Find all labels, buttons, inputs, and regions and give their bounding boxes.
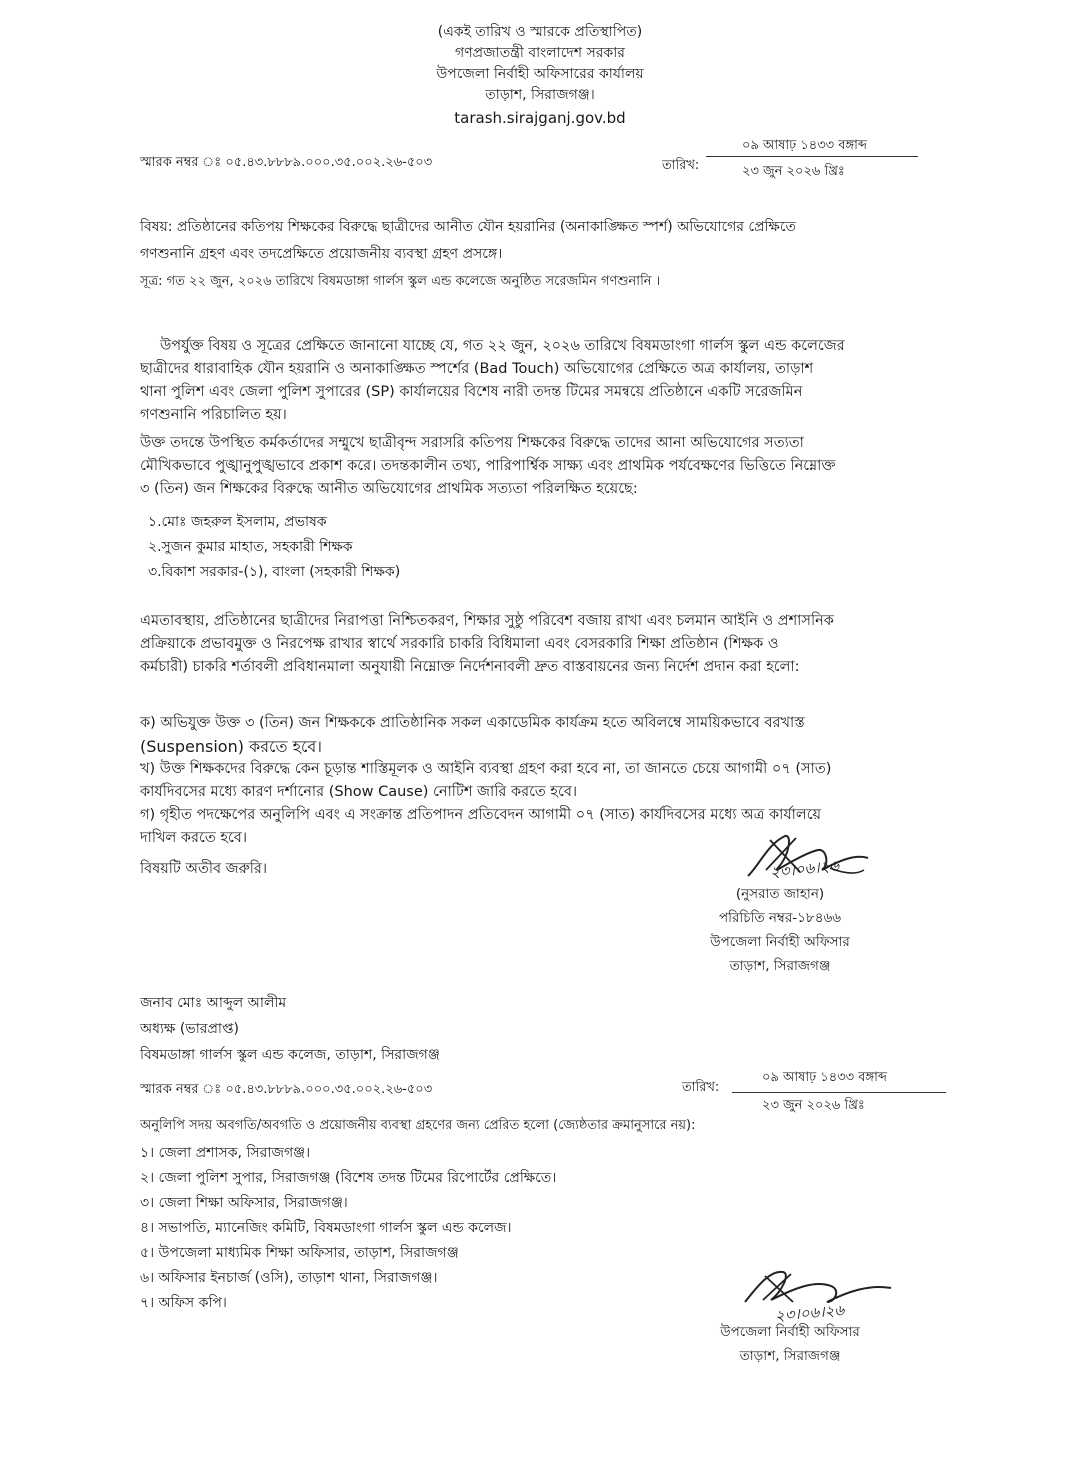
reissue-note: (একই তারিখ ও স্মারকে প্রতিস্থাপিত) [437,24,643,40]
reference-line: সূত্র: গত ২২ জুন, ২০২৬ তারিখে বিষমডাঙ্গা গার্লস স্কুল এন্ড কলেজে অনুষ্ঠিত সরেজমিন গণশুনানি । [140,274,661,289]
list-item: ৭। অফিস কপি। [140,1295,227,1311]
directive-line: (Suspension) করতে হবে। [140,737,323,756]
website-link[interactable]: tarash.sirajganj.gov.bd [454,109,626,127]
body-line: থানা পুলিশ এবং জেলা পুলিশ সুপারের (SP) কার্যালয়ের বিশেষ নারী তদন্ত টিমের সমন্বয়ে প্রতিষ্ঠানে একটি সরেজমিন [140,384,803,400]
body-line: গণশুনানি পরিচালিত হয়। [140,407,287,423]
subject-line-1: বিষয়: প্রতিষ্ঠানের কতিপয় শিক্ষকের বিরুদ্ধে ছাত্রীদের আনীত যৌন হয়রানির (অনাকাঙ্ক্ষিত স্পর্শ) অভিযোগের প্রেক্ষিতে [140,219,797,235]
copy-memo-number: স্মারক নম্বর ঃ ০৫.৪৩.৮৮৮৯.০০০.৩৫.০০২.২৬-৫০৩ [140,1082,433,1097]
signatory-name: (নুসরাত জাহান) [735,886,825,902]
body-line: ৩ (তিন) জন শিক্ষকের বিরুদ্ধে আনীত অভিযোগের প্রাথমিক সত্যতা পরিলক্ষিত হয়েছে: [140,481,638,497]
recipient-institution: বিষমডাঙ্গা গার্লস স্কুল এন্ড কলেজ, তাড়াশ, সিরাজগঞ্জ [140,1047,440,1063]
copy-signatory-designation: উপজেলা নির্বাহী অফিসার [720,1324,860,1340]
copy-signatory-block [690,1320,890,1368]
list-item: ২। জেলা পুলিশ সুপার, সিরাজগঞ্জ (বিশেষ তদন্ত টিমের রিপোর্টের প্রেক্ষিতে। [140,1170,557,1186]
directive-line: গ) গৃহীত পদক্ষেপের অনুলিপি এবং এ সংক্রান্ত প্রতিপাদন প্রতিবেদন আগামী ০৭ (সাত) কার্যদিবসের মধ্যে অত্র কার্যালয়ে [140,807,822,823]
list-item: ৩। জেলা শিক্ষা অফিসার, সিরাজগঞ্জ। [140,1195,348,1211]
signatory-location: তাড়াশ, সিরাজগঞ্জ [729,958,831,974]
body-line: মৌখিকভাবে পুঙ্খানুপুঙ্খভাবে প্রকাশ করে। তদন্তকালীন তথ্য, পারিপার্শ্বিক সাক্ষ্য এবং প্রাথমিক পর্যবেক্ষণের ভিত্তিতে নিম্নোক্ত [140,458,836,474]
list-item: ৪। সভাপতি, ম্যানেজিং কমিটি, বিষমডাংগা গার্লস স্কুল এন্ড কলেজ। [140,1220,512,1236]
list-item: ২.সুজন কুমার মাহাত, সহকারী শিক্ষক [148,539,353,555]
list-item: ৩.বিকাশ সরকার-(১), বাংলা (সহকারী শিক্ষক) [148,564,401,580]
body-line: প্রক্রিয়াকে প্রভাবমুক্ত ও নিরপেক্ষ রাখার স্বার্থে সরকারি চাকরি বিধিমালা এবং বেসরকারি শিক্ষা প্রতিষ্ঠান (শিক্ষক ও [140,636,779,652]
copy-date-divider [732,1092,946,1093]
directive-line: ক) অভিযুক্ত উক্ত ৩ (তিন) জন শিক্ষককে প্রাতিষ্ঠানিক সকল একাডেমিক কার্যক্রম হতে অবিলম্বে সাময়িকভাবে বরখাস্ত [140,715,805,731]
accused-list [148,510,400,585]
body-line: এমতাবস্থায়, প্রতিষ্ঠানের ছাত্রীদের নিরাপত্তা নিশ্চিতকরণ, শিক্ষার সুষ্ঠু পরিবেশ বজায় রাখা এবং চলমান আইনি ও প্রশাসনিক [140,613,834,629]
signature-date: ২৩।০৬।২৬ [769,856,840,882]
signatory-id: পরিচিতি নম্বর-১৮৪৬৬ [718,910,842,926]
recipient-designation: অধ্যক্ষ (ভারপ্রাপ্ত) [140,1021,239,1037]
memo-date-english: ২৩ জুন ২০২৬ খ্রিঃ [742,164,845,179]
body-paragraph-1 [140,335,950,427]
subject-line-2: গণশুনানি গ্রহণ এবং তদপ্রেক্ষিতে প্রয়োজনীয় ব্যবস্থা গ্রহণ প্রসঙ্গে। [140,246,503,262]
recipient-block [140,990,440,1068]
body-line: উক্ত তদন্তে উপস্থিত কর্মকর্তাদের সম্মুখে ছাত্রীবৃন্দ সরাসরি কতিপয় শিক্ষকের বিরুদ্ধে তাদের আনা অভিযোগের সত্যতা [140,435,804,451]
urgency-note: বিষয়টি অতীব জরুরি। [140,861,268,877]
body-line: উপর্যুক্ত বিষয় ও সূত্রের প্রেক্ষিতে জানানো যাচ্ছে যে, গত ২২ জুন, ২০২৬ তারিখে বিষমডাংগা গার্লস স্কুল এন্ড কলেজের [160,338,845,354]
memo-number: স্মারক নম্বর ঃ ০৫.৪৩.৮৮৮৯.০০০.৩৫.০০২.২৬-৫০৩ [140,155,433,170]
directive-line: খ) উক্ত শিক্ষকদের বিরুদ্ধে কেন চূড়ান্ত শাস্তিমূলক ও আইনি ব্যবস্থা গ্রহণ করা হবে না, তা জানতে চেয়ে আগামী ০৭ (সাত) [140,761,832,777]
government-name: গণপ্রজাতন্ত্রী বাংলাদেশ সরকার [455,45,625,61]
memo-date-bangla: ০৯ আষাঢ় ১৪৩৩ বঙ্গাব্দ [742,138,868,153]
memo-date-divider [706,156,918,157]
copy-date-english: ২৩ জুন ২০২৬ খ্রিঃ [762,1098,865,1113]
body-line: ছাত্রীদের ধারাবাহিক যৌন হয়রানি ও অনাকাঙ্ক্ষিত স্পর্শের (Bad Touch) অভিযোগের প্রেক্ষিতে অত্র কার্যালয়, তাড়াশ [140,361,814,377]
copy-signature-date: ২৩।০৬।২৬ [774,1301,845,1325]
copy-intro: অনুলিপি সদয় অবগতি/অবগতি ও প্রয়োজনীয় ব্যবস্থা গ্রহণের জন্য প্রেরিত হলো (জ্যেষ্ঠতার ক্রমানুসারে নয়): [140,1118,696,1133]
directive-line: কার্যদিবসের মধ্যে কারণ দর্শানোর (Show Cause) নোটিশ জারি করতে হবে। [140,784,578,800]
list-item: ৫। উপজেলা মাধ্যমিক শিক্ষা অফিসার, তাড়াশ, সিরাজগঞ্জ [140,1245,459,1261]
list-item: ৬। অফিসার ইনচার্জ (ওসি), তাড়াশ থানা, সিরাজগঞ্জ। [140,1270,438,1286]
copy-recipient-list [140,1141,556,1316]
memo-date-label: তারিখ: [662,158,700,173]
signatory-designation: উপজেলা নির্বাহী অফিসার [710,934,850,950]
office-name: উপজেলা নির্বাহী অফিসারের কার্যালয় [436,66,644,82]
body-paragraph-3 [140,610,950,679]
office-location: তাড়াশ, সিরাজগঞ্জ। [485,87,595,103]
body-paragraph-2 [140,432,950,501]
copy-signatory-location: তাড়াশ, সিরাজগঞ্জ [739,1348,841,1364]
recipient-name: জনাব মোঃ আব্দুল আলীম [140,995,287,1011]
list-item: ১.মোঃ জহরুল ইসলাম, প্রভাষক [148,514,327,530]
letterhead [0,22,1080,129]
copy-date-label: তারিখ: [682,1080,720,1095]
directive-line: দাখিল করতে হবে। [140,830,248,846]
copy-date-bangla: ০৯ আষাঢ় ১৪৩৩ বঙ্গাব্দ [762,1070,888,1085]
body-line: কর্মচারী) চাকরি শর্তাবলী প্রবিধানমালা অনুযায়ী নিম্নোক্ত নির্দেশনাবলী দ্রুত বাস্তবায়নের জন্য নির্দেশ প্রদান করা হলো: [140,659,800,675]
signatory-block [680,882,880,978]
list-item: ১। জেলা প্রশাসক, সিরাজগঞ্জ। [140,1145,311,1161]
